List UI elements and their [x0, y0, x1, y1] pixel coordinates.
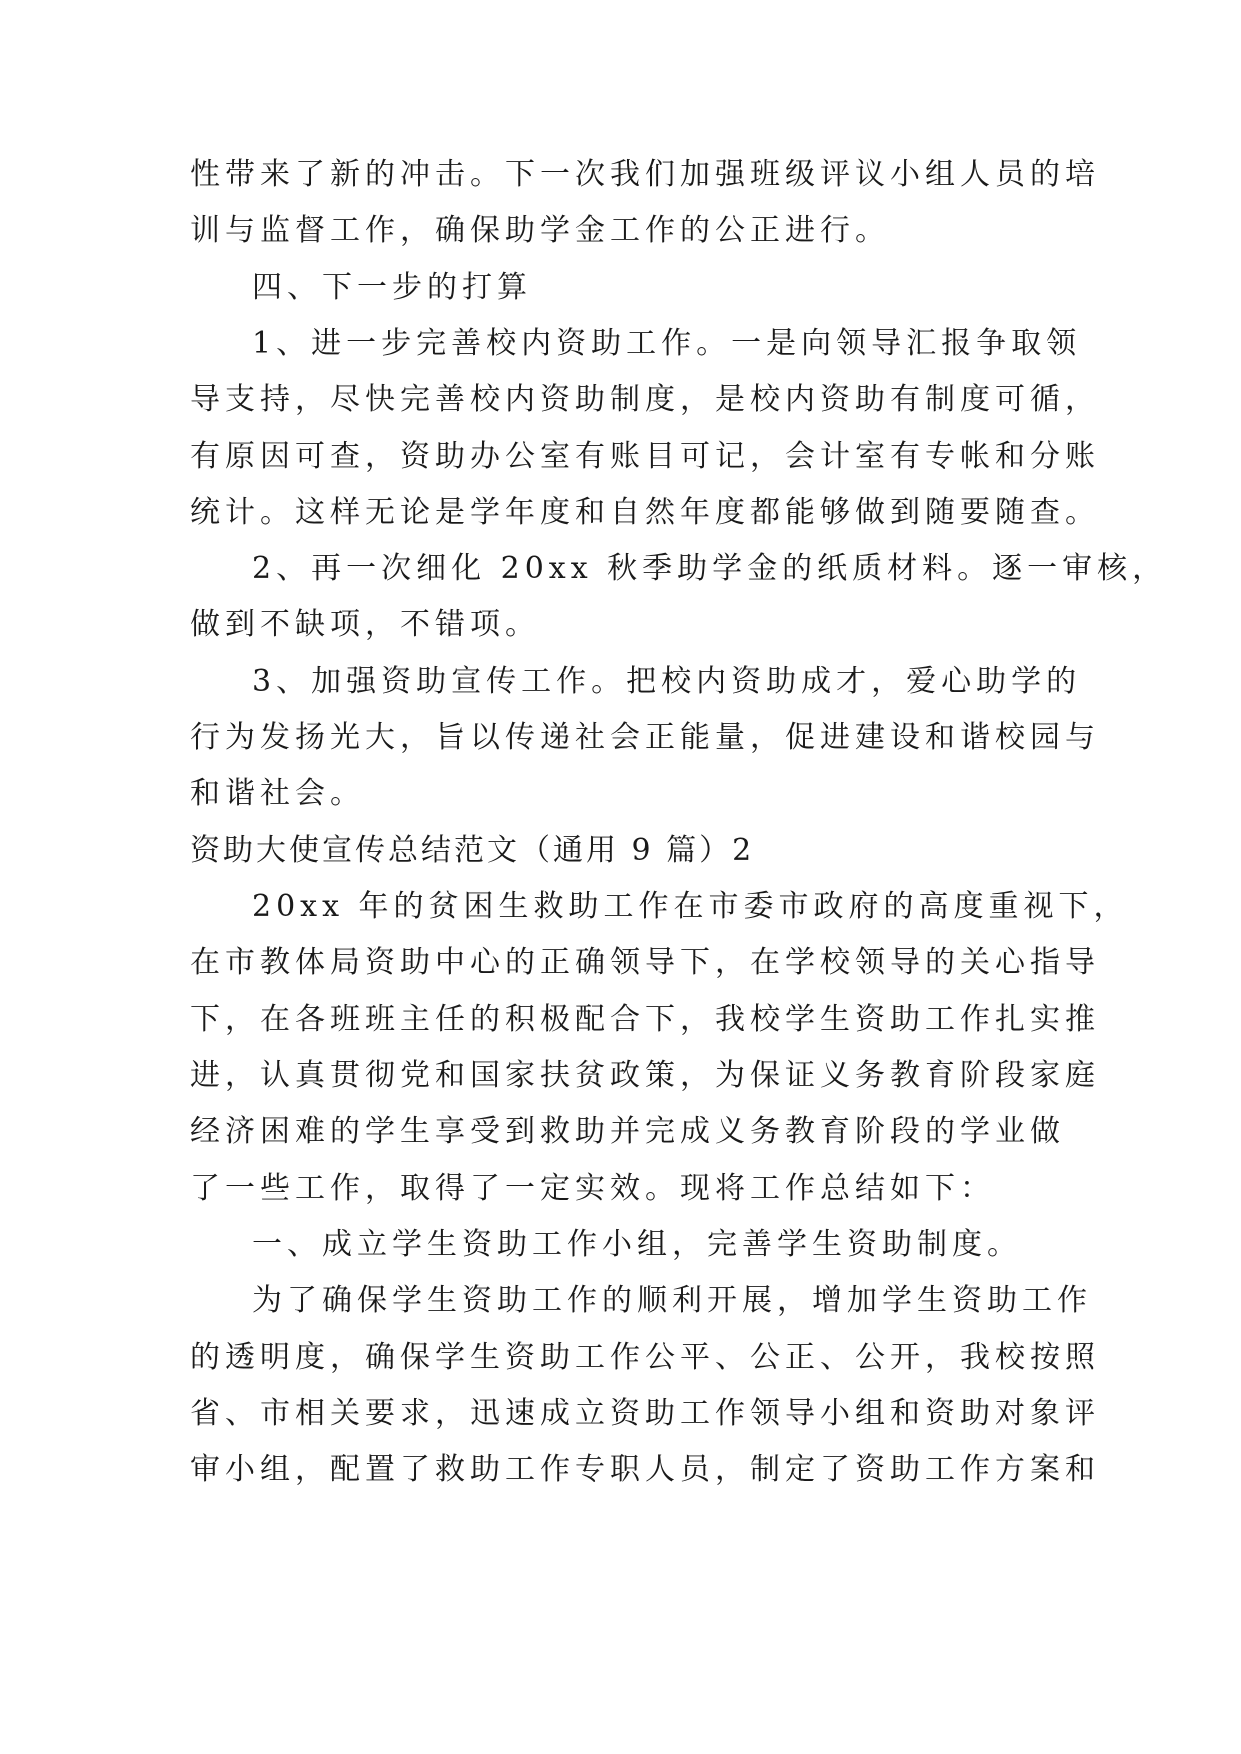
body-text-line: 统计。这样无论是学年度和自然年度都能够做到随要随查。 — [190, 495, 1100, 530]
body-text-line: 为了确保学生资助工作的顺利开展，增加学生资助工作 — [252, 1283, 1092, 1318]
body-text-line: 20xx 年的贫困生救助工作在市委市政府的高度重视下， — [252, 889, 1129, 924]
body-text-line: 经济困难的学生享受到救助并完成义务教育阶段的学业做 — [190, 1114, 1065, 1149]
section-heading: 四、下一步的打算 — [252, 270, 532, 305]
body-text-line: 训与监督工作，确保助学金工作的公正进行。 — [190, 213, 890, 248]
body-text-line: 导支持，尽快完善校内资助制度，是校内资助有制度可循， — [190, 382, 1100, 417]
article-title: 资助大使宣传总结范文（通用 9 篇）2 — [190, 833, 755, 868]
body-text-line: 3、加强资助宣传工作。把校内资助成才，爱心助学的 — [252, 664, 1082, 699]
body-text-line: 了一些工作，取得了一定实效。现将工作总结如下： — [190, 1171, 995, 1206]
body-text-line: 省、市相关要求，迅速成立资助工作领导小组和资助对象评 — [190, 1396, 1100, 1431]
body-text-line: 2、再一次细化 20xx 秋季助学金的纸质材料。逐一审核， — [252, 551, 1168, 586]
body-text-line: 下，在各班班主任的积极配合下，我校学生资助工作扎实推 — [190, 1002, 1100, 1037]
body-text-line: 进，认真贯彻党和国家扶贫政策，为保证义务教育阶段家庭 — [190, 1058, 1100, 1093]
body-text-line: 审小组，配置了救助工作专职人员，制定了资助工作方案和 — [190, 1452, 1100, 1487]
body-text-line: 的透明度，确保学生资助工作公平、公正、公开，我校按照 — [190, 1340, 1100, 1375]
body-text-line: 在市教体局资助中心的正确领导下，在学校领导的关心指导 — [190, 945, 1100, 980]
body-text-line: 和谐社会。 — [190, 776, 365, 811]
body-text-line: 行为发扬光大，旨以传递社会正能量，促进建设和谐校园与 — [190, 720, 1100, 755]
body-text-line: 做到不缺项，不错项。 — [190, 607, 540, 642]
body-text-line: 有原因可查，资助办公室有账目可记，会计室有专帐和分账 — [190, 439, 1100, 474]
section-heading: 一、成立学生资助工作小组，完善学生资助制度。 — [252, 1227, 1022, 1262]
body-text-line: 1、进一步完善校内资助工作。一是向领导汇报争取领 — [252, 326, 1082, 361]
body-text-line: 性带来了新的冲击。下一次我们加强班级评议小组人员的培 — [190, 157, 1100, 192]
